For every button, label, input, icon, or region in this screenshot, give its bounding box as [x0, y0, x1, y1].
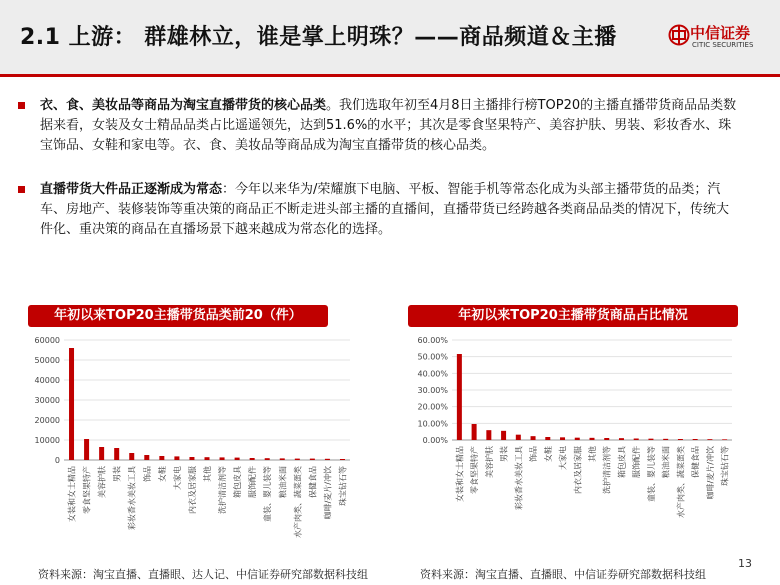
- bar: [69, 348, 74, 460]
- bullet-1-bold: 衣、食、美妆品等商品为淘宝直播带货的核心品类: [40, 98, 327, 113]
- bar: [678, 439, 683, 440]
- bar: [575, 438, 580, 440]
- bar: [472, 424, 477, 440]
- bar: [590, 438, 595, 440]
- bar: [84, 439, 89, 460]
- bar: [99, 447, 104, 460]
- bar: [560, 437, 565, 440]
- bar: [722, 439, 727, 440]
- x-tick-label: 零食坚果特产: [470, 446, 480, 494]
- x-tick-label: 其他: [588, 446, 597, 462]
- y-tick-label: 0.00%: [422, 436, 448, 445]
- bar: [545, 437, 550, 440]
- bar: [310, 459, 315, 460]
- bar: [486, 430, 491, 440]
- y-tick-label: 30000: [34, 396, 60, 405]
- x-tick-label: 男装: [112, 466, 122, 482]
- bar: [501, 431, 506, 440]
- bar: [174, 456, 179, 460]
- x-tick-label: 洗护清洁剂等: [602, 446, 612, 494]
- bar: [619, 438, 624, 440]
- bullet-square-icon: [18, 186, 25, 193]
- citic-logo: [668, 20, 772, 52]
- bar: [280, 458, 285, 460]
- y-tick-label: 20000: [34, 416, 60, 425]
- y-tick-label: 0: [54, 456, 60, 465]
- y-tick-label: 20.00%: [417, 402, 448, 412]
- page-title: 2.1 上游： 群雄林立，谁是掌上明珠？——商品频道＆主播: [20, 25, 617, 50]
- x-tick-label: 水产肉类、蔬菜蛋类: [293, 466, 303, 538]
- bar: [604, 438, 609, 440]
- x-tick-label: 保健食品: [308, 466, 318, 498]
- bar: [648, 439, 653, 440]
- y-tick-label: 50000: [34, 356, 60, 365]
- bar: [265, 458, 270, 460]
- source-note-left: 资料来源：淘宝直播、直播眼、达人记、中信证券研究部数据科技组: [38, 568, 368, 581]
- y-tick-label: 40.00%: [417, 369, 448, 379]
- y-tick-label: 60.00%: [417, 336, 448, 345]
- bullet-paragraph-1: [40, 96, 740, 156]
- x-tick-label: 美容护肤: [97, 466, 107, 498]
- x-tick-label: 饰品: [529, 446, 539, 462]
- bullet-paragraph-2: [40, 180, 740, 240]
- logo-text-en: CITIC SECURITIES: [692, 41, 754, 49]
- x-tick-label: 保健食品: [691, 446, 701, 478]
- y-tick-label: 10000: [34, 436, 60, 445]
- x-tick-label: 男装: [499, 446, 509, 462]
- y-tick-label: 60000: [34, 336, 60, 345]
- x-tick-label: 女装和女士精品: [67, 466, 77, 522]
- x-tick-label: 大家电: [172, 466, 182, 490]
- chart-2-share: [390, 330, 780, 562]
- bar: [220, 457, 225, 460]
- x-tick-label: 内衣及居家服: [573, 446, 583, 494]
- x-tick-label: 女鞋: [543, 446, 553, 462]
- x-tick-label: 珠宝钻石等: [720, 446, 730, 486]
- chart-2-title: 年初以来TOP20主播带货商品占比情况: [408, 305, 738, 327]
- y-tick-label: 50.00%: [417, 352, 448, 362]
- x-tick-label: 内衣及居家服: [187, 466, 197, 514]
- bar: [235, 458, 240, 460]
- source-note-right: 资料来源：淘宝直播、直播眼、中信证券研究部数据科技组: [420, 568, 706, 581]
- x-tick-label: 服饰配件: [632, 446, 642, 478]
- x-tick-label: 大家电: [558, 446, 568, 470]
- x-tick-label: 其他: [203, 466, 212, 482]
- x-tick-label: 粮油米面: [278, 466, 288, 498]
- bar: [205, 457, 210, 460]
- x-tick-label: 饰品: [142, 466, 152, 482]
- y-tick-label: 30.00%: [417, 386, 448, 395]
- bar: [634, 439, 639, 441]
- x-tick-label: 服饰配件: [248, 466, 258, 498]
- x-tick-label: 咖啡/麦片/冲饮: [705, 446, 715, 500]
- bar: [663, 439, 668, 440]
- page-number: 13: [738, 557, 752, 570]
- x-tick-label: 彩妆香水美妆工具: [514, 446, 524, 510]
- x-tick-label: 女鞋: [157, 466, 167, 482]
- bullet-2-bold: 直播带货大件品正逐渐成为常态: [40, 182, 223, 197]
- bar: [457, 354, 462, 440]
- citic-logo-icon: [668, 24, 690, 46]
- bar: [144, 455, 149, 460]
- bar: [189, 457, 194, 460]
- bar: [159, 456, 164, 460]
- x-tick-label: 美容护肤: [484, 446, 494, 478]
- chart-1-title: 年初以来TOP20主播带货品类前20（件）: [28, 305, 328, 327]
- x-tick-label: 粮油米面: [661, 446, 671, 478]
- bar: [325, 459, 330, 460]
- x-tick-label: 彩妆香水美妆工具: [127, 466, 137, 530]
- title-divider: [0, 74, 780, 77]
- bar: [693, 439, 698, 440]
- chart-1-item-count: [0, 330, 390, 562]
- logo-text-cn: 中信证券: [690, 24, 751, 42]
- x-tick-label: 箱包皮具: [617, 446, 627, 478]
- x-tick-label: 女装和女士精品: [455, 446, 465, 502]
- bar: [295, 459, 300, 460]
- bar: [129, 453, 134, 460]
- bar: [707, 439, 712, 440]
- bullet-square-icon: [18, 102, 25, 109]
- y-tick-label: 40000: [34, 376, 60, 385]
- x-tick-label: 珠宝钻石等: [338, 466, 348, 506]
- x-tick-label: 童装、婴儿装等: [263, 466, 273, 522]
- x-tick-label: 洗护清洁剂等: [218, 466, 228, 514]
- bar: [114, 448, 119, 460]
- x-tick-label: 咖啡/麦片/冲饮: [323, 466, 333, 520]
- y-tick-label: 10.00%: [417, 419, 448, 429]
- bar: [250, 458, 255, 460]
- x-tick-label: 零食坚果特产: [82, 466, 92, 514]
- bar: [516, 435, 521, 440]
- bar: [340, 459, 345, 460]
- x-tick-label: 箱包皮具: [233, 466, 243, 498]
- x-tick-label: 童装、婴儿装等: [646, 446, 656, 502]
- x-tick-label: 水产肉类、蔬菜蛋类: [676, 446, 686, 518]
- bullet-1-text: 。我们选取年初至4月8日主播排行榜TOP20的主播直播带货商品品类数据来看，女装及女士精品品类占比遥遥领先，达到51.6%的水平；其次是零食坚果特产、美容护肤、男装、彩妆香水、珠宝饰品、女鞋和家电等。衣、食、美妆品等商品成为淘宝直播带货的核心品类。: [40, 98, 737, 153]
- bullet-2-text: ：今年以来华为/荣耀旗下电脑、平板、智能手机等常态化成为头部主播带货的品类；汽车、房地产、装修装饰等重决策的商品正不断走进头部主播的直播间，直播带货已经跨越各类商品品类的情况下，传统大件化、重决策的商品在直播场景下越来越成为常态化的选择。: [40, 182, 730, 237]
- bar: [531, 436, 536, 440]
